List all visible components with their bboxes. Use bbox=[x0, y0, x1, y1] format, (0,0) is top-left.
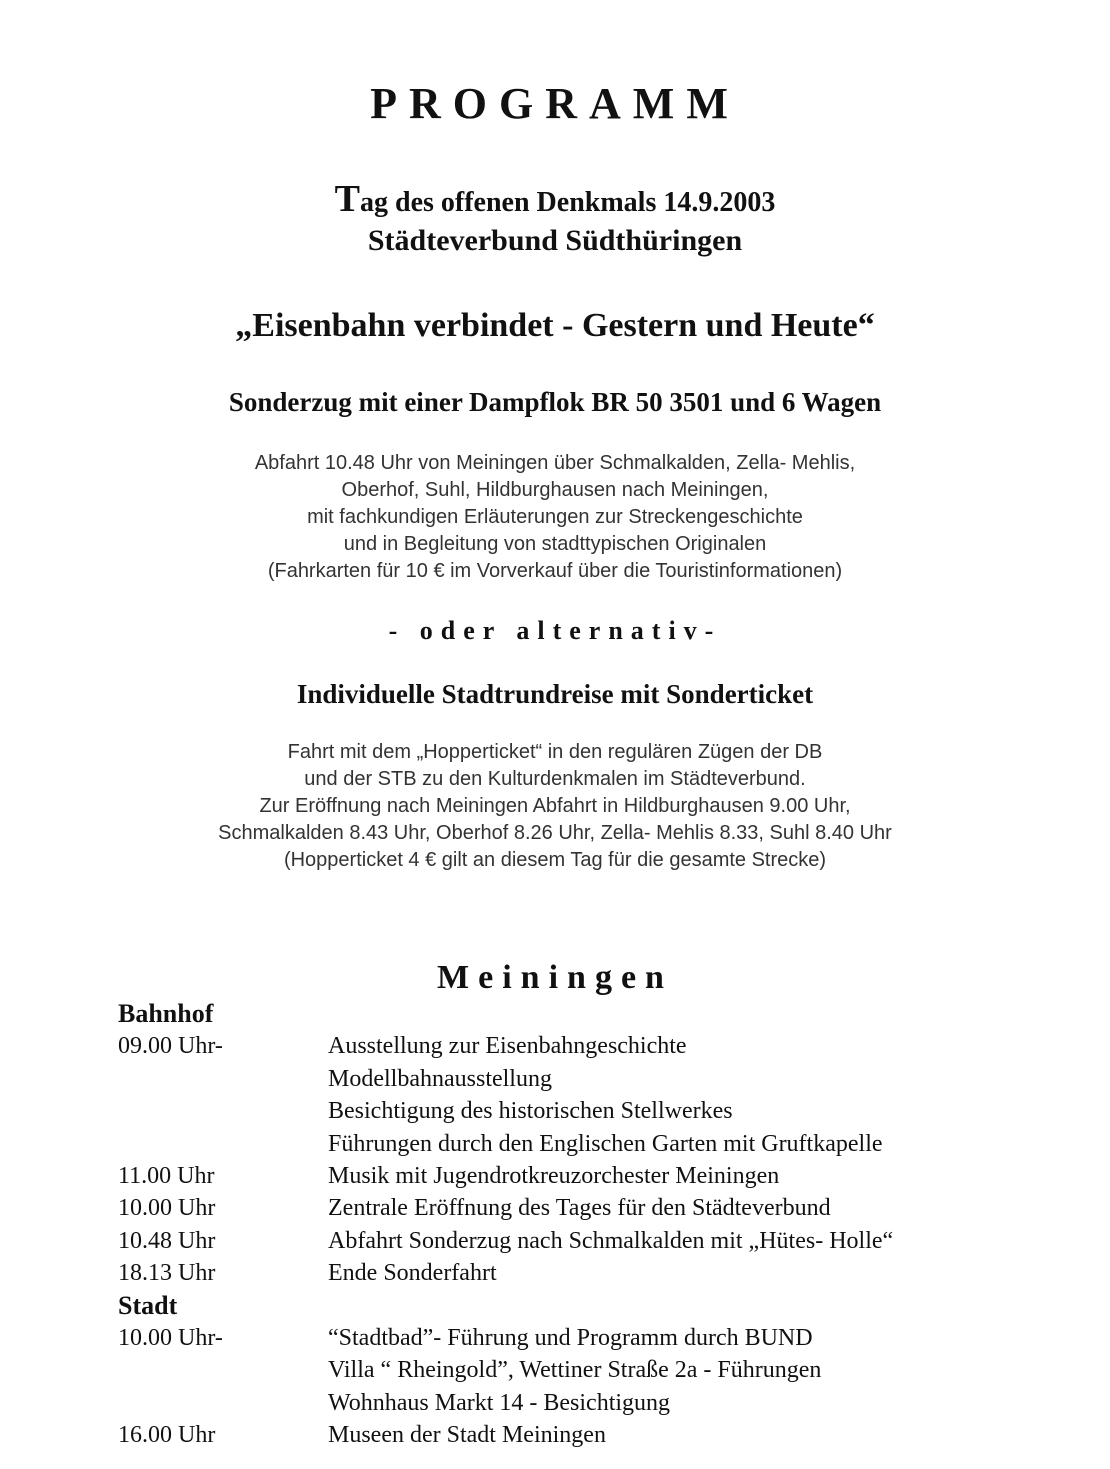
city-heading: Meiningen bbox=[437, 959, 673, 996]
schedule-time bbox=[118, 1095, 328, 1127]
schedule-event: Musik mit Jugendrotkreuzorchester Meiningen bbox=[328, 1162, 780, 1189]
schedule-row bbox=[118, 1225, 1018, 1257]
schedule-row bbox=[118, 1387, 1018, 1419]
schedule-time: 11.00 Uhr bbox=[118, 1162, 215, 1189]
schedule-row bbox=[118, 1419, 1018, 1451]
schedule-row bbox=[118, 1160, 1018, 1192]
schedule-time: 10.00 Uhr bbox=[118, 1195, 216, 1222]
schedule-event: Besichtigung des historischen Stellwerkes bbox=[328, 1098, 733, 1125]
alternative-separator: - oder alternativ- bbox=[388, 616, 722, 645]
schedule-event: Ausstellung zur Eisenbahngeschichte bbox=[328, 1033, 687, 1060]
schedule-event: Museen der Stadt Meiningen bbox=[328, 1422, 606, 1449]
schedule-event: Villa “ Rheingold”, Wettiner Straße 2a - Führungen bbox=[328, 1357, 822, 1384]
individual-trip-heading: Individuelle Stadtrundreise mit Sonderticket bbox=[296, 679, 814, 709]
schedule-event: Führungen durch den Englischen Garten mit Gruftkapelle bbox=[328, 1130, 883, 1157]
description-line: mit fachkundigen Erläuterungen zur Streckengeschichte bbox=[307, 506, 803, 528]
description-line: Oberhof, Suhl, Hildburghausen nach Meiningen, bbox=[341, 479, 769, 501]
schedule-time: 18.13 Uhr bbox=[118, 1260, 216, 1287]
event-date-text: ag des offenen Denkmals 14.9.2003 bbox=[360, 187, 776, 218]
schedule-row bbox=[118, 1257, 1018, 1289]
description-line: und der STB zu den Kulturdenkmalen im Städteverbund. bbox=[304, 768, 806, 790]
special-train-description bbox=[0, 450, 1110, 585]
schedule bbox=[118, 998, 1018, 1451]
schedule-event: Zentrale Eröffnung des Tages für den Städteverbund bbox=[328, 1195, 831, 1222]
schedule-time bbox=[118, 1387, 328, 1419]
schedule-event: Abfahrt Sonderzug nach Schmalkalden mit „Hütes- Holle“ bbox=[328, 1227, 894, 1254]
schedule-row bbox=[118, 1063, 1018, 1095]
description-line: (Fahrkarten für 10 € im Vorverkauf über die Touristinformationen) bbox=[267, 560, 843, 582]
special-train-heading: Sonderzug mit einer Dampflok BR 50 3501 und 6 Wagen bbox=[228, 387, 882, 417]
description-line: Abfahrt 10.48 Uhr von Meiningen über Schmalkalden, Zella- Mehlis, bbox=[254, 452, 856, 474]
schedule-time: 16.00 Uhr bbox=[118, 1422, 216, 1449]
schedule-time: 10.00 Uhr- bbox=[118, 1324, 223, 1351]
schedule-row bbox=[118, 1354, 1018, 1386]
schedule-time: 10.48 Uhr bbox=[118, 1227, 216, 1254]
schedule-event: “Stadtbad”- Führung und Programm durch BUND bbox=[328, 1324, 813, 1351]
description-line: (Hopperticket 4 € gilt an diesem Tag für die gesamte Strecke) bbox=[283, 849, 827, 871]
event-date-line bbox=[0, 180, 1110, 222]
event-date-initial: T bbox=[334, 178, 360, 220]
schedule-time bbox=[118, 1354, 328, 1386]
schedule-row bbox=[118, 1030, 1018, 1062]
schedule-event: Wohnhaus Markt 14 - Besichtigung bbox=[328, 1389, 671, 1416]
description-line: Schmalkalden 8.43 Uhr, Oberhof 8.26 Uhr, Zella- Mehlis 8.33, Suhl 8.40 Uhr bbox=[218, 822, 892, 844]
motto: „Eisenbahn verbindet - Gestern und Heute“ bbox=[235, 307, 875, 344]
individual-trip-description bbox=[0, 739, 1110, 874]
page-title: PROGRAMM bbox=[370, 79, 740, 128]
description-line: und in Begleitung von stadttypischen Originalen bbox=[343, 533, 767, 555]
schedule-event: Ende Sonderfahrt bbox=[328, 1260, 497, 1287]
schedule-row bbox=[118, 1095, 1018, 1127]
schedule-row bbox=[118, 1192, 1018, 1224]
description-line: Zur Eröffnung nach Meiningen Abfahrt in Hildburghausen 9.00 Uhr, bbox=[259, 795, 851, 817]
schedule-time bbox=[118, 1063, 328, 1095]
schedule-row bbox=[118, 1128, 1018, 1160]
schedule-time: 09.00 Uhr- bbox=[118, 1033, 223, 1060]
schedule-row bbox=[118, 1322, 1018, 1354]
schedule-time bbox=[118, 1128, 328, 1160]
section-heading-stadt: Stadt bbox=[118, 1290, 178, 1320]
organizer-name: Städteverbund Südthüringen bbox=[367, 224, 743, 257]
section-heading-bahnhof: Bahnhof bbox=[118, 999, 214, 1028]
description-line: Fahrt mit dem „Hopperticket“ in den regulären Zügen der DB bbox=[287, 741, 823, 763]
schedule-event: Modellbahnausstellung bbox=[328, 1065, 552, 1092]
